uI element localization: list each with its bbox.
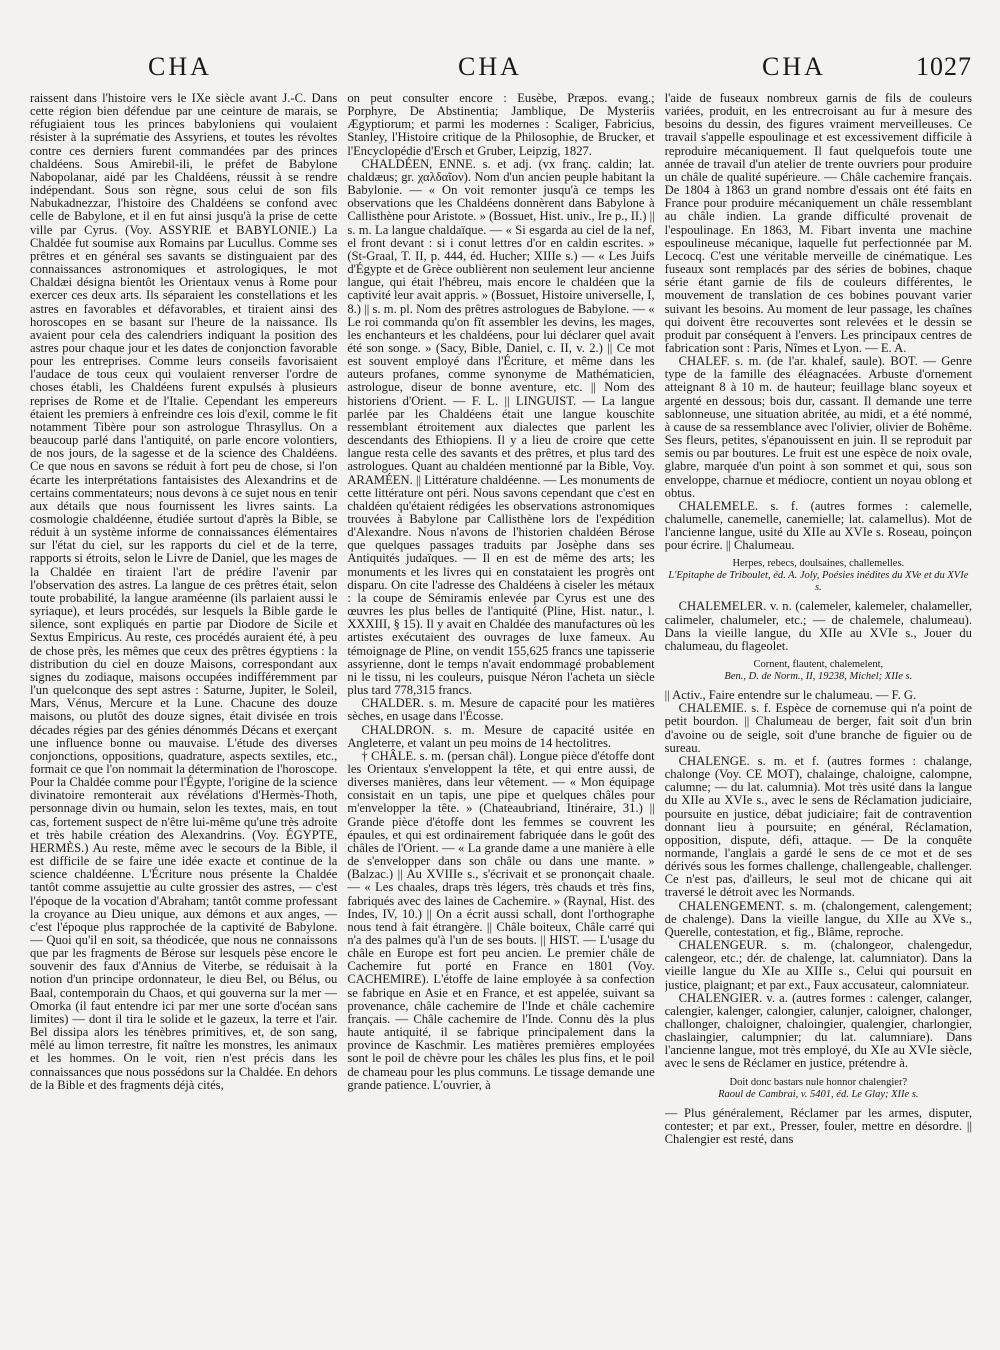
column-right (665, 92, 972, 1342)
citation-verse: Herpes, rebecs, doulsaines, challemelles. (732, 558, 905, 570)
page-number: 1027 (916, 52, 972, 81)
column-right-intro: l'aide de fuseaux nombreux garnis de fils de couleurs variées, produit, en les entrecroisant au fur à mesure des besoins du dessin, des figures vraiment merveilleuses. Ce travail s'appelle espoulinage et est excessivement difficile à reproduire mécaniquement. Il faut quelquefois toute une année de travail d'un atelier de trente ouvriers pour produire un châle de qualité supérieure. — Châle cachemire français. De 1804 à 1863 un grand nombre d'essais ont été faits en France pour produire mécaniquement un châle ressemblant au châle indien. La grande difficulté provenait de l'espoulinage. En 1863, M. Fibart inventa une machine espoulineuse mécanique, laquelle fut perfectionnée par M. Lecocq. C'est une véritable merveille de cinématique. Les fuseaux sont remplacés par des séries de bobines, chaque série étant garnie de fils de couleurs différentes, le mouvement de translation de ces bobines pouvant varier suivant les besoins. Au moment de leur passage, les chaînes qui doivent être recouvertes sont relevées et le dessin se produit par conséquent à l'envers. Les principaux centres de fabrication sont : Paris, Nîmes et Lyon. — E. A. (664, 92, 972, 355)
citation-source: Raoul de Cambrai, v. 5401, éd. Le Glay; XIIe s. (718, 1088, 919, 1100)
entry-chaldeen: CHALDÉEN, ENNE. s. et adj. (vx franç. caldin; lat. chaldæus; gr. χαλδαῖον). Nom d'un ancien peuple habitant la Babylonie. — « On voit remonter jusqu'à ce temps les observations que les Chaldéens donnèrent dans Babylone à Callisthène pour Aristote. » (Bossuet, Hist. univ., Ire p., II.) || s. m. La langue chaldaïque. — « Si esgarda au ciel de la nef, el front devant : si i conut lettres d'or en caldin escrites. » (St-Graal, T. II, p. 444, éd. Hucher; XIIIe s.) — « Les Juifs d'Égypte et de Grèce oublièrent non seulement leur ancienne langue, qui était l'hébreu, mais encore le chaldéen que la captivité leur avait appris. » (Bossuet, Histoire universelle, I, 8.) || s. m. pl. Nom des prêtres astrologues de Babylone. — « Le roi commanda qu'on fît assembler les devins, les mages, les enchanteurs et les chaldéens, pour lui déclarer quel avait été son songe. » (Sacy, Bible, Daniel, c. II, v. 2.) || Ce mot est souvent employé dans l'Écriture, et même dans les auteurs profanes, comme synonyme de Mathématicien, astrologue, diseur de bonne aventure, etc. || Nom des historiens d'Orient. — F. L. || LINGUIST. — La langue parlée par les Chaldéens était une langue kouschite ressemblant étroitement aux dialectes que parlent les descendants des Ethiopiens. Il y a lieu de croire que cette langue resta celle des savants et des prêtres, et plus tard des astrologues. Quant au chaldéen mentionné par la Bible, Voy. ARAMÉEN. || Littérature chaldéenne. — Les monuments de cette littérature ont péri. Nous savons cependant que c'est en chaldéen qu'étaient rédigées les observations astronomiques trouvées à Babylone par Callisthène lors de l'expédition d'Alexandre. Nous n'avons de l'historien chaldéen Bérose que quelques passages traduits par Josèphe dans ses Antiquités judaïques. — Il en est de même des arts; les monuments et les livres qui en constataient les progrès ont disparu. On cite l'adresse des Chaldéens à ciseler les métaux : la coupe de Sémiramis enlevée par Cyrus est une des œuvres les plus belles de l'antiquité (Pline, Hist. natur., l. XXXIII, § 15). Il y avait en Chaldée des manufactures où les artistes exécutaient des ouvrages de luxe fameux. Au témoignage de Pline, on vendit 155,625 francs une tapisserie assyrienne, dont le temps n'avait endommagé probablement ni le tissu, ni les couleurs, puisque Néron l'acheta un siècle plus tard 778,315 francs. (347, 156, 655, 698)
header-center-guideword: CHA (458, 52, 522, 81)
entry-chalengement: CHALENGEMENT. s. m. (chalongement, calengement; de chalenge). Dans la vieille langue, du XIIe au XVe s., Querelle, contestation, et fig., Blâme, reproche. (664, 898, 972, 939)
entry-chalemeler: CHALEMELER. v. n. (calemeler, kalemeler, chalameller, calimeler, chalumeler, etc.; — de chalemele, chalumeau). Dans la vieille langue, du XIIe au XVIe s., Jouer du chalumeau, du flageolet. (664, 599, 972, 653)
citation-source: Ben., D. de Norm., II, 19238, Michel; XIIe s. (724, 671, 913, 683)
entry-chalemeler-activ: || Activ., Faire entendre sur le chalumeau. — F. G. (664, 688, 917, 703)
citation-source: L'Epitaphe de Triboulet, éd. A. Joly, Poésies inédites du XVe et du XVIe s. (668, 570, 969, 594)
citation-raoul-de-cambrai (665, 1077, 972, 1101)
column-left (30, 92, 337, 1342)
running-header (30, 52, 972, 88)
entry-chalemele: CHALEMELE. s. f. (autres formes : calemelle, chalumelle, canemelle, canemielle; lat. calamellus). Mot de l'ancienne langue, usité du XIIe au XVIe s. Roseau, poinçon pour écrire. || Chalumeau. (664, 498, 972, 553)
citation-verse: Cornent, flautent, chalemelent, (753, 659, 884, 671)
column-left-text: raissent dans l'histoire vers le IXe siècle avant J.-C. Dans cette région bien défendue par une ceinture de marais, se réfugiaient tous les princes babyloniens qui voulaient résister à la suprématie des Assyriens, et toutes les révoltes contre ces derniers furent commandées par des princes chaldéens. Sous Amirebil-ili, le préfet de Babylone Nabopolanar, aidé par les Chaldéens, réussit à se rendre indépendant. Sous son règne, sous celui de son fils Nabukadnezzar, l'histoire des Chaldéens se confond avec celle de Babylone, et il en fut ainsi jusqu'à la prise de cette ville par Cyrus. (Voy. ASSYRIE et BABYLONIE.) La Chaldée fut soumise aux Romains par Lucullus. Comme ses prêtres et en général ses savants se distinguaient par des connaissances astronomiques et astrologiques, le mot Chaldæi désigna bientôt les Orientaux venus à Rome pour exercer ces deux arts. Ils séparaient les constellations et les astres en favorables et défavorables, et tiraient ainsi des horoscopes en se basant sur l'heure de la naissance. Ils avaient pour cela des calendriers indiquant la position des astres pour chaque jour et les dates de conjonction favorable pour les entreprises. Comme leurs conseils favorisaient l'audace de tous ceux qui voulaient renverser l'ordre de choses établi, les Chaldéens furent expulsés à plusieurs reprises de Rome et de l'Italie. Cependant les empereurs étaient les premiers à enfreindre ces lois d'exil, comme le fit notamment Tibère pour son astrologue Thrasyllus. On a beaucoup parlé dans l'antiquité, on parle encore volontiers, de nos jours, de la sagesse et de la science des Chaldéens. Ce que nous en savons se réduit à fort peu de chose, si l'on écarte les interprétations fantaisistes des Alexandrins et de certains commentateurs; nous devons à ce sujet nous en tenir aux détails que nous fournissent les livres saints. La cosmologie chaldéenne, étudiée surtout d'après la Bible, se réduit à un système informe de connaissances élémentaires sur l'état du ciel, sur les rapports du ciel et de la terre, rapports si étroits, selon le Livre de Daniel, que les mages de la Chaldée en tiraient l'art de prédire l'avenir par l'observation des astres. La langue de ces prêtres était, selon toute probabilité, la langue araméenne (ils parlaient aussi le syriaque), et leurs procédés, sur lesquels la Bible garde le silence, sont expliqués en partie par Diodore de Sicile et Sextus Empiricus. Au reste, ces procédés auraient été, à peu de chose près, les mêmes que ceux des prêtres égyptiens : la distribution du ciel en douze Maisons, correspondant aux signes du zodiaque, maisons occupées indifféremment par l'un quelconque des sept astres : Saturne, Jupiter, le Soleil, Mars, Vénus, Mercure et la Lune. Chacune des douze maisons, ou plutôt des douze signes, était divisée en trois décades régies par des génies dénommés Décans et exerçant une influence bonne ou mauvaise. L'étude des diverses conjonctions, oppositions, quadrature, aspects sextiles, etc., formait ce que l'on nommait la détermination de l'horoscope. Pour la Chaldée comme pour l'Égypte, l'origine de la science divinatoire remonterait aux révélations d'Hermès-Thoth, personnage divin ou humain, selon les textes, mais, en tout cas, fortement suspect de n'être lui-même qu'une très adroite et très habile création des Alexandrins. (Voy. ÉGYPTE, HERMÈS.) Au reste, même avec le secours de la Bible, il est difficile de se faire une idée exacte et continue de la science chaldéenne. L'Écriture nous présente la Chaldée tantôt comme assujettie au culte grossier des astres, — c'est l'époque de la vocation d'Abraham; tantôt comme professant la croyance au Dieu unique, aux démons et aux anges, — c'est l'époque plus rapprochée de la captivité de Babylone. — Quoi qu'il en soit, sa théodicée, que nous ne connaissons que par les fragments de Bérose sur lesquels pèse encore le souvenir des faux d'Annius de Viterbe, se réduisait à la notion d'un principe ordonnateur, le dieu Bel, ou Bélus, ou Baal, contemporain du Chaos, et qui gouverna sur la mer — Omorka (il faut entendre ici par mer une sorte d'océan sans limites) — dont il tira le solide et le gazeux, la terre et l'air. Bel dissipa alors les ténèbres primitives, et, de son sang, mêlé au limon terrestre, fit naître les monstres, les animaux et les hommes. On le voit, rien n'est précis dans les connaissances que nous possédons sur la Chaldée. En dehors de la Bible et des fragments déjà cités, (30, 92, 338, 1092)
entry-chalder: CHALDER. s. m. Mesure de capacité pour les matières sèches, en usage dans l'Écosse. (347, 696, 655, 724)
header-right-guideword: CHA (762, 52, 826, 81)
column-middle (347, 92, 654, 1342)
citation-verse: Doit donc bastars nule honnor chalengier? (729, 1076, 908, 1088)
entry-chalengeur: CHALENGEUR. s. m. (chalongeor, chalengedur, calengeor, etc.; dér. de chalenge, lat. calumniator). Dans la vieille langue du XIe au XIIIe s., Celui qui poursuit en justice, plaignant; et par ext., Faux accusateur, calomniateur. (664, 938, 972, 992)
entry-chalenge: CHALENGE. s. m. et f. (autres formes : chalange, chalonge (Voy. CE MOT), chalainge, chaloigne, calompne, calumne; — du lat. calumnia). Mot très usité dans la langue du XIIe au XVIe s., avec le sens de Réclamation judiciaire, poursuite en justice, débat judiciaire; fait de contravention donnant lieu à poursuite; en général, Réclamation, opposition, dispute, défi, attaque. — De la conquête normande, l'anglais a gardé le sens de ce mot et de ses dérivés sous les formes challenge, challengeable, challenger. Ce n'est pas, d'ailleurs, le seul mot de chicane qui ait traversé le détroit avec les Normands. (664, 753, 972, 900)
citation-triboulet (665, 558, 972, 594)
entry-chalef: CHALEF. s. m. (de l'ar. khalef, saule). BOT. — Genre type de la famille des éléagnacées. Arbuste d'ornement atteignant 8 à 10 m. de hauteur; feuillage blanc soyeux et argenté en dessous; bois dur, cassant. Il demande une terre sablonneuse, une situation abritée, au midi, et a été nommé, à cause de sa ressemblance avec l'olivier, olivier de Bohême. Ses fleurs, petites, s'épanouissent en juin. Il se reproduit par semis ou par boutures. Le fruit est une espèce de noix ovale, glabre, marquée d'un point à son sommet et qui, sous son enveloppe, charnue et médiocre, contient un noyau oblong et obtus. (664, 354, 972, 500)
header-left-guideword: CHA (148, 52, 212, 81)
entry-chalemie: CHALEMIE. s. f. Espèce de cornemuse qui n'a point de petit bourdon. || Chalumeau de berger, fait soit d'un brin d'avoine ou de seigle, soit d'une branche de figuier ou de sureau. (664, 701, 972, 755)
entry-chale: † CHÂLE. s. m. (persan châl). Longue pièce d'étoffe dont les Orientaux s'enveloppent la tête, et qui entre aussi, de diverses manières, dans leur vêtement. — « Mon équipage consistait en un tapis, une pipe et quelques châles pour m'envelopper la tête. » (Chateaubriand, Itinéraire, 31.) || Grande pièce d'étoffe dont les femmes se couvrent les épaules, et qui est ordinairement fabriquée dans le goût des châles de l'Orient. — « La grande dame a une manière à elle de s'envelopper dans son châle ou dans une mante. » (Balzac.) || Au XVIIIe s., s'écrivait et se prononçait chaale. — « Les chaales, draps très légers, très chauds et très fins, fabriqués avec des laines de Cachemire. » (Raynal, Hist. des Indes, IV, 10.) || On a écrit aussi schall, dont l'orthographe nous tend à fait étrangère. || Châle boiteux, Châle carré qui n'a des palmes qu'à l'un de ses bouts. || HIST. — L'usage du châle en Europe est fort peu ancien. Le premier châle de Cachemire fut porté en France en 1801 (Voy. CACHEMIRE). L'étoffe de laine employée à sa confection se fabrique en Asie et en France, et est appelée, suivant sa provenance, châle cachemire de l'Inde et châle cachemire français. — Châle cachemire de l'Inde. Connu dès la plus haute antiquité, il se fabrique principalement dans la province de Kaschmir. Les matières premières employées sont le poil de chèvre pour les châles les plus fins, et le poil de chameau pour les plus communs. Le tissage demande une grande patience. L'ouvrier, à (347, 748, 655, 1092)
text-columns (30, 92, 972, 1342)
entry-chalengier: CHALENGIER. v. a. (autres formes : calenger, calanger, calengier, kalenger, calongier, calunjer, caloigner, chalonger, challonger, chaloigner, chaloingier, qualengier, charlongier, chaslaingier, calumpnier; du lat. calumniare). Dans l'ancienne langue, mot très employé, du XIe au XVIe siècle, avec le sens de Réclamer en justice, prétendre à. (664, 990, 972, 1071)
entry-chalengier-continued: — Plus généralement, Réclamer par les armes, disputer, contester; et par ext., Presser, fouler, mettre en désordre. || Chalengier est resté, dans (664, 1105, 972, 1146)
citation-benoit (665, 659, 972, 683)
entry-chaldron: CHALDRON. s. m. Mesure de capacité usitée en Angleterre, et valant un peu moins de 14 hectolitres. (347, 722, 655, 750)
column-middle-intro: on peut consulter encore : Eusèbe, Præpos. evang.; Porphyre, De Abstinentia; Jamblique, De Mysteriis Ægyptiorum; et parmi les modernes : Scaliger, Fabricius, Stanley, l'Histoire critique de la Philosophie, de Brucker, et l'Encyclopédie d'Ersch et Gruber, Leipzig, 1827. (347, 92, 655, 158)
